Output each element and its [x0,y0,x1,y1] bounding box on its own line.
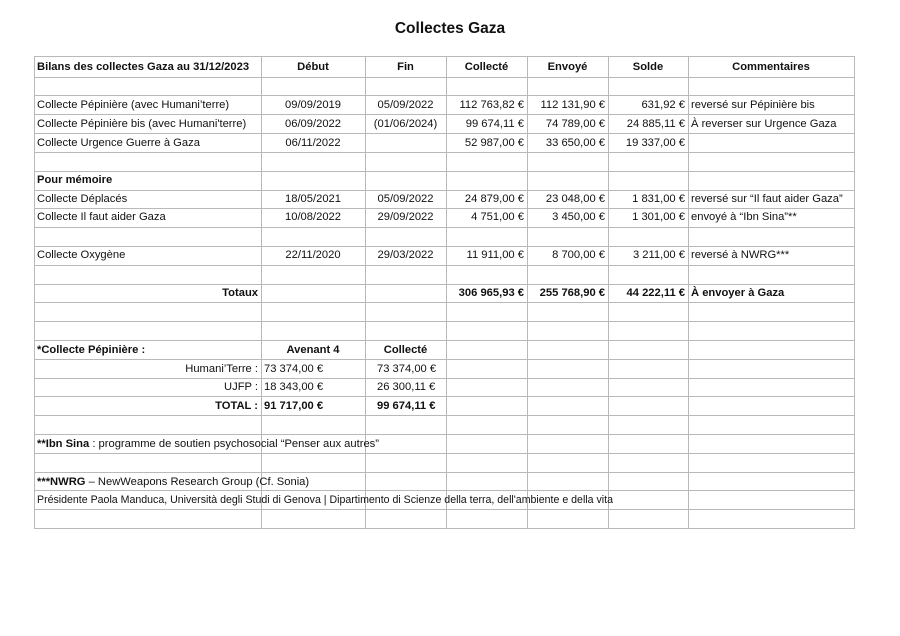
row-collecte: 4 751,00 € [471,211,524,223]
pepiniere-row-avenant: 73 374,00 € [264,363,324,375]
row-envoye: 33 650,00 € [545,137,605,149]
row-fin: 05/09/2022 [377,99,434,111]
row-name: Collecte Déplacés [37,193,128,205]
row-solde: 19 337,00 € [625,137,685,149]
row-envoye: 112 131,90 € [540,99,605,111]
row-solde: 631,92 € [641,99,685,111]
row-solde: 1 301,00 € [632,211,685,223]
section-heading-memoire: Pour mémoire [37,174,113,186]
totaux-solde: 44 222,11 € [626,287,685,299]
row-name: Collecte Pépinière bis (avec Humani'terre) [37,118,247,130]
row-envoye: 23 048,00 € [545,193,605,205]
totaux-envoye: 255 768,90 € [539,287,605,299]
row-comment: reversé sur “Il faut aider Gaza” [691,193,843,205]
row-name: Collecte Il faut aider Gaza [37,211,166,223]
row-collecte: 99 674,11 € [465,118,524,130]
row-comment [688,134,854,152]
row-solde: 24 885,11 € [626,118,685,130]
pepiniere-total-label: TOTAL : [215,400,258,412]
note-nwrg-key: ***NWRG [37,476,86,488]
row-fin: 05/09/2022 [377,193,434,205]
row-collecte: 112 763,82 € [459,99,524,111]
row-fin: 29/09/2022 [377,211,434,223]
totaux-collecte: 306 965,93 € [458,287,524,299]
header-commentaires: Commentaires [732,61,810,73]
row-comment: envoyé à “Ibn Sina”** [691,211,797,223]
pepiniere-row-label: UJFP : [224,381,258,393]
row-collecte: 24 879,00 € [464,193,524,205]
note-nwrg-text: – NewWeapons Research Group (Cf. Sonia) [85,476,310,488]
header-label: Bilans des collectes Gaza au 31/12/2023 [37,61,250,73]
totaux-label: Totaux [222,287,258,299]
row-name: Collecte Urgence Guerre à Gaza [37,137,200,149]
pepiniere-heading: *Collecte Pépinière : [37,344,146,356]
pepiniere-col-avenant: Avenant 4 [286,344,340,356]
header-fin: Fin [397,61,414,73]
totaux-comment: À envoyer à Gaza [691,287,785,299]
row-envoye: 74 789,00 € [545,118,605,130]
note-ibn-sina [34,435,534,453]
header-solde: Solde [632,61,664,73]
note-ibn-sina-key: **Ibn Sina [37,438,90,450]
header-envoye: Envoyé [547,61,588,73]
pepiniere-row-collecte: 73 374,00 € [377,363,437,375]
header-debut: Début [297,61,329,73]
spreadsheet-table [34,56,855,528]
row-name: Collecte Oxygène [37,249,126,261]
pepiniere-row-avenant: 18 343,00 € [264,381,324,393]
pepiniere-col-collecte: Collecté [383,344,428,356]
row-envoye: 3 450,00 € [552,211,605,223]
row-comment: reversé à NWRG*** [691,249,790,261]
row-name: Collecte Pépinière (avec Humani’terre) [37,99,230,111]
row-comment: reversé sur Pépinière bis [691,99,815,111]
pepiniere-row-collecte: 26 300,11 € [377,381,436,393]
note-ibn-sina-text: : programme de soutien psychosocial “Penser aux autres” [89,438,379,450]
header-collecte: Collecté [464,61,509,73]
pepiniere-total-collecte: 99 674,11 € [377,400,436,412]
row-collecte: 52 987,00 € [464,137,524,149]
page-title: Collectes Gaza [394,20,506,37]
row-debut: 09/09/2019 [285,99,341,111]
row-fin: (01/06/2024) [373,118,438,130]
pepiniere-row-label: Humani’Terre : [185,363,258,375]
row-fin [365,134,446,152]
row-envoye: 8 700,00 € [552,249,605,261]
row-debut: 22/11/2020 [285,249,341,261]
row-solde: 1 831,00 € [632,193,685,205]
note-presidente: Présidente Paola Manduca, Università degli Studi di Genova | Dipartimento di Scienze della terra, dell'ambiente e della vita [37,494,613,506]
row-collecte: 11 911,00 € [466,249,524,261]
row-debut: 18/05/2021 [285,193,341,205]
row-debut: 06/09/2022 [285,118,341,130]
row-comment: À reverser sur Urgence Gaza [691,118,837,130]
row-debut: 06/11/2022 [285,137,341,149]
pepiniere-total-avenant: 91 717,00 € [264,400,324,412]
row-solde: 3 211,00 € [632,249,685,261]
note-nwrg [34,473,534,491]
row-fin: 29/03/2022 [377,249,434,261]
row-debut: 10/08/2022 [285,211,341,223]
